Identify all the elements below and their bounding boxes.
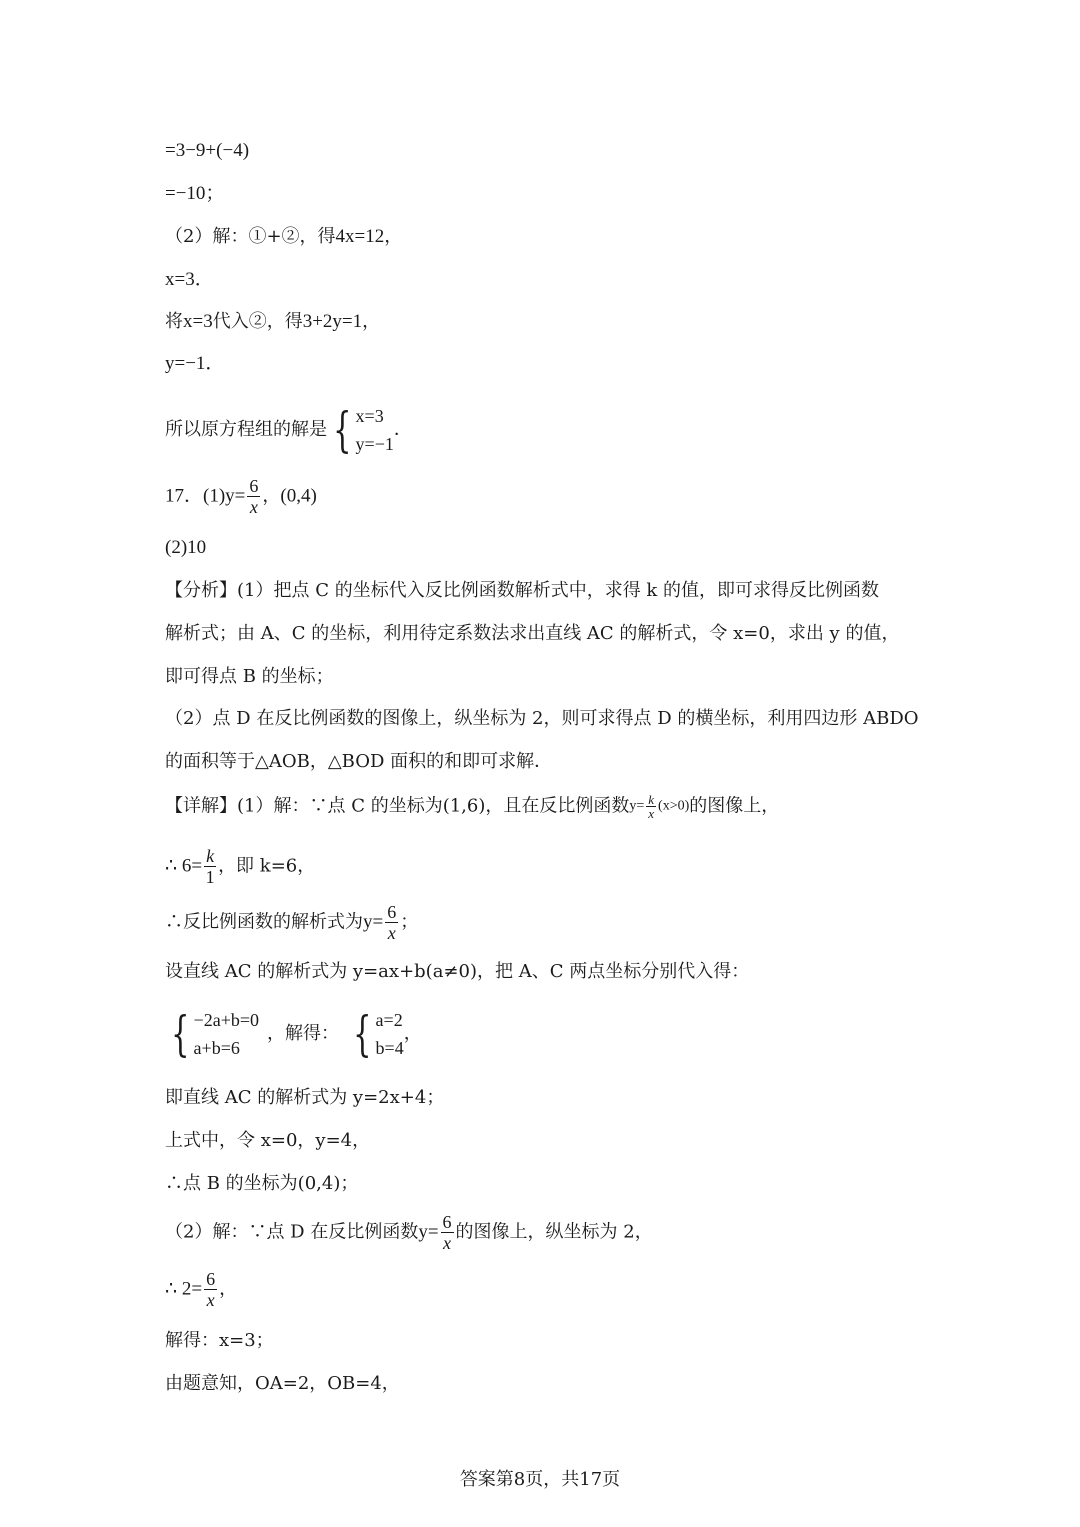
system-row: a+b=6 xyxy=(193,1038,240,1058)
analysis-line: 解析式；由 A、C 的坐标，利用待定系数法求出直线 AC 的解析式，令 x=0，求出 y 的值， xyxy=(165,623,900,644)
math-span: y= xyxy=(629,798,645,814)
math-span: y= xyxy=(225,485,246,507)
detail-line: 解得：x=3； xyxy=(165,1330,274,1351)
question-header xyxy=(165,476,317,517)
text-span: ， xyxy=(219,1278,238,1300)
equation-system: { −2a+b=0 a+b=6 xyxy=(171,1006,259,1062)
text-span: ， xyxy=(262,485,281,507)
text-line xyxy=(165,402,412,458)
equation-system: { a=2 b=4 xyxy=(353,1006,404,1062)
detail-line: 由题意知，OA=2，OB=4， xyxy=(165,1373,400,1394)
text-span: 的图像上， xyxy=(689,795,780,817)
fraction: $\frac{6}{x}$ xyxy=(249,476,259,517)
text-span: ； xyxy=(400,911,419,933)
fraction: $\frac{6}{x}$ xyxy=(442,1212,452,1253)
text-span: ∴反比例函数的解析式为 xyxy=(165,911,363,933)
text-span: 【详解】(1）解：∵点 C 的坐标为(1,6)，且在反比例函数 xyxy=(165,795,630,817)
text-span: ， xyxy=(362,311,381,332)
fraction: $\frac{6}{x}$ xyxy=(206,1269,216,1310)
detail-line xyxy=(165,1006,422,1062)
system-row: y=−1 xyxy=(355,434,394,454)
text-span: ，即 k=6， xyxy=(218,855,316,877)
fraction: $\frac{k}{x}$ xyxy=(648,792,655,821)
text-span: （2）解：①+②，得 xyxy=(165,226,336,247)
text-span: （2）解：∵点 D 在反比例函数 xyxy=(165,1221,419,1243)
text-line xyxy=(165,311,380,333)
text-span: ， xyxy=(403,1023,422,1044)
detail-line: 即直线 AC 的解析式为 y=2x+4； xyxy=(165,1087,445,1108)
text-span: 代入②，得 xyxy=(212,311,303,332)
fraction: $\frac{6}{x}$ xyxy=(387,902,397,943)
analysis-line: 【分析】(1）把点 C 的坐标代入反比例函数解析式中，求得 k 的值，即可求得反比例函数 xyxy=(165,580,880,601)
system-row: −2a+b=0 xyxy=(193,1010,259,1030)
system-row: x=3 xyxy=(355,406,384,426)
detail-line xyxy=(165,846,315,887)
eq-line: =−10； xyxy=(165,183,225,204)
system-row: b=4 xyxy=(375,1038,404,1058)
eq-line: x=3． xyxy=(165,269,214,290)
detail-line: 设直线 AC 的解析式为 y=ax+b(a≠0)，把 A、C 两点坐标分别代入得： xyxy=(165,961,750,982)
answer-line: (2)10 xyxy=(165,537,207,558)
math-span: y= xyxy=(363,911,384,933)
math-span: ∴ 6= xyxy=(165,855,203,877)
text-line xyxy=(165,226,402,248)
page-footer: 答案第8页，共17页 xyxy=(459,1469,621,1490)
detail-line: 上式中，令 x=0，y=4， xyxy=(165,1130,371,1151)
text-span: 的图像上，纵坐标为 2， xyxy=(455,1221,653,1243)
text-span: ， xyxy=(384,226,403,247)
analysis-line: 即可得点 B 的坐标； xyxy=(165,666,334,687)
detail-line xyxy=(165,902,418,943)
text-span: ，解得： xyxy=(267,1023,339,1044)
math-span: (x>0) xyxy=(658,798,690,814)
detail-line xyxy=(165,1269,237,1310)
text-span: 所以原方程组的解是 xyxy=(165,419,327,440)
detail-line: ∴点 B 的坐标为(0,4)； xyxy=(165,1173,359,1194)
math-span: (0,4) xyxy=(280,485,317,507)
math-span: 4x=12 xyxy=(335,226,385,247)
text-span: 将 xyxy=(165,311,183,332)
detail-line xyxy=(165,1212,653,1253)
math-span: ∴ 2= xyxy=(165,1278,203,1300)
math-span: x=3 xyxy=(183,311,213,332)
analysis-line: 的面积等于△AOB，△BOD 面积的和即可求解． xyxy=(165,751,553,772)
analysis-line: （2）点 D 在反比例函数的图像上，纵坐标为 2，则可求得点 D 的横坐标，利用四边形 ABDO xyxy=(165,708,919,729)
eq-line: y=−1． xyxy=(165,353,225,374)
text-span: ． xyxy=(393,419,412,440)
equation-system: { x=3 y=−1 xyxy=(333,402,394,458)
fraction: $\frac{k}{1}$ xyxy=(205,846,215,887)
detail-line xyxy=(165,793,779,820)
math-span: y= xyxy=(418,1221,439,1243)
question-number: 17．(1) xyxy=(165,485,226,507)
eq-line: =3−9+(−4) xyxy=(165,140,250,161)
math-span: 3+2y=1 xyxy=(302,311,363,332)
system-row: a=2 xyxy=(375,1010,403,1030)
